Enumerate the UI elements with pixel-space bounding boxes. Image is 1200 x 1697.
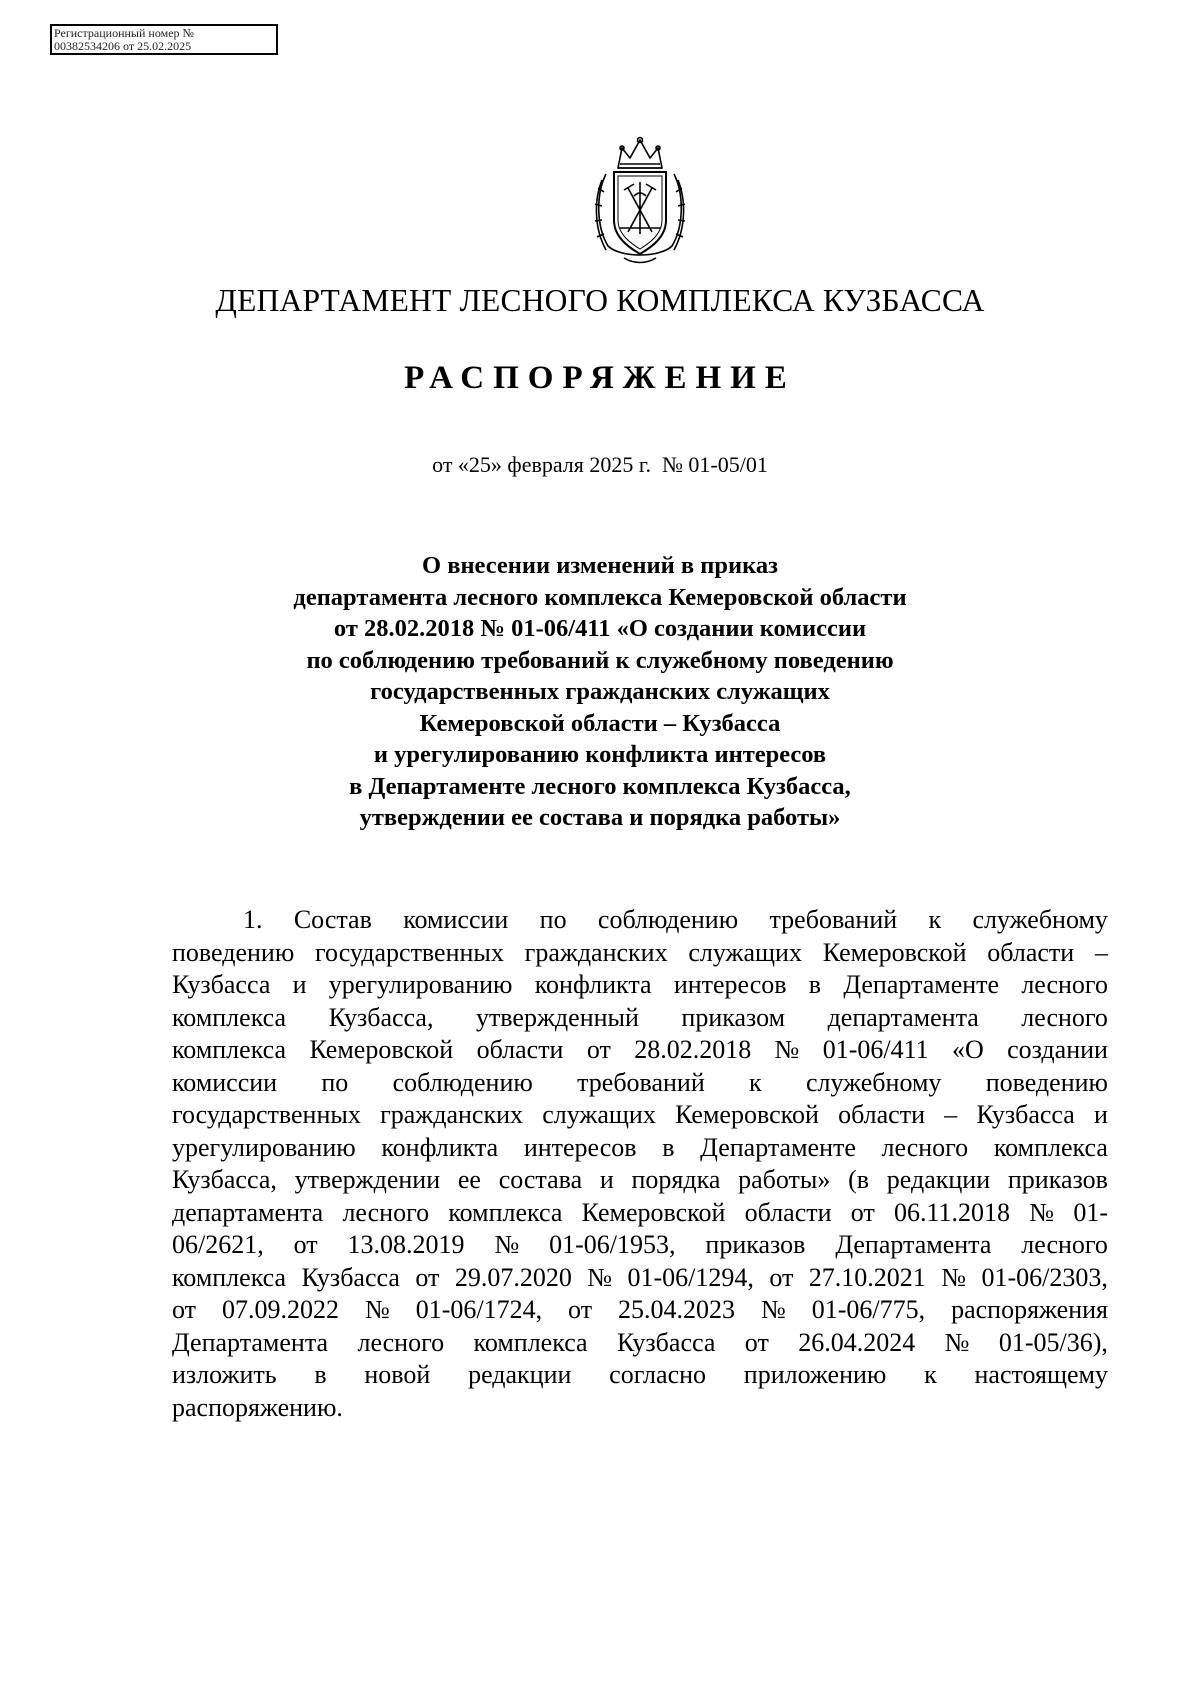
body-word: служащих bbox=[542, 1100, 656, 1129]
body-word: служебному bbox=[805, 1067, 942, 1097]
body-word: урегулированию bbox=[172, 1132, 356, 1162]
body-word: 01-06/411 bbox=[822, 1035, 929, 1064]
title-line: в Департаменте лесного комплекса Кузбасса, bbox=[349, 772, 851, 800]
body-word: комиссии bbox=[403, 905, 509, 934]
body-word: № bbox=[494, 1230, 520, 1259]
body-line-words bbox=[172, 1099, 1108, 1132]
body-word: 26.04.2024 bbox=[798, 1327, 916, 1357]
body-word: (в bbox=[848, 1165, 870, 1194]
body-word: «О bbox=[951, 1035, 984, 1064]
body-word: Состав bbox=[293, 905, 372, 934]
body-word: соблюдению bbox=[392, 1067, 533, 1097]
body-word: от bbox=[568, 1295, 593, 1324]
body-word: государственных bbox=[315, 937, 504, 967]
body-word: Кузбасса bbox=[617, 1327, 716, 1357]
body-word: Департамента bbox=[835, 1230, 992, 1259]
body-word: приказов bbox=[705, 1230, 806, 1259]
body-line-words bbox=[172, 1197, 1108, 1230]
body-word: – bbox=[944, 1100, 958, 1129]
document-type-title: РАСПОРЯЖЕНИЕ bbox=[404, 360, 796, 396]
body-word: Кемеровской bbox=[581, 1197, 726, 1227]
body-line-words bbox=[172, 1034, 1108, 1067]
title-line: от 28.02.2018 № 01-06/411 «О создании комиссии bbox=[333, 615, 867, 642]
document-date-number bbox=[0, 452, 1200, 478]
body-word: в bbox=[808, 970, 822, 999]
body-word: согласно bbox=[609, 1360, 707, 1389]
body-word: редакции bbox=[886, 1165, 991, 1194]
body-line bbox=[172, 1197, 1108, 1230]
registration-number-value: 00382534206 от 25.02.2025 bbox=[54, 39, 192, 53]
body-word: № bbox=[760, 1295, 786, 1324]
body-line bbox=[172, 1327, 1108, 1360]
body-word: утверждении bbox=[294, 1165, 441, 1194]
department-heading: ДЕПАРТАМЕНТ ЛЕСНОГО КОМПЛЕКСА КУЗБАССА bbox=[215, 283, 985, 318]
body-word: 01-06/775, bbox=[811, 1295, 926, 1324]
body-word: Кузбасса, bbox=[172, 1165, 277, 1194]
body-word: Кузбасса bbox=[172, 970, 271, 999]
body-word: поведению bbox=[172, 937, 295, 967]
body-word: состава bbox=[498, 1165, 583, 1194]
body-line-words bbox=[172, 1067, 1108, 1100]
body-word: в bbox=[662, 1132, 675, 1162]
body-word: порядка bbox=[631, 1165, 721, 1194]
body-word: от bbox=[850, 1197, 875, 1227]
body-word: работы» bbox=[738, 1165, 831, 1194]
body-word: требований bbox=[577, 1067, 705, 1097]
body-line bbox=[172, 1099, 1108, 1132]
body-word: государственных bbox=[172, 1100, 361, 1129]
body-word: 06/2621, bbox=[172, 1230, 264, 1259]
body-word: области bbox=[476, 1035, 564, 1064]
body-word: 01- bbox=[1073, 1197, 1108, 1227]
body-word: и bbox=[292, 970, 307, 999]
body-line-words bbox=[172, 937, 1108, 970]
body-line bbox=[172, 1132, 1108, 1165]
body-word: соблюдению bbox=[597, 905, 739, 934]
body-word: 07.09.2022 bbox=[221, 1295, 339, 1324]
registration-stamp bbox=[50, 24, 278, 55]
body-word: от bbox=[586, 1035, 611, 1064]
date-number-text: от «25» февраля 2025 г. № 01-05/01 bbox=[432, 452, 768, 477]
body-word: требований bbox=[769, 905, 898, 934]
body-word: № bbox=[941, 1262, 967, 1292]
body-line-words bbox=[243, 904, 1108, 937]
body-word: 1. bbox=[243, 905, 263, 934]
body-line bbox=[172, 969, 1108, 1002]
body-line-words bbox=[172, 969, 1108, 1002]
body-word: 13.08.2019 bbox=[347, 1230, 465, 1259]
body-word: новой bbox=[364, 1360, 431, 1389]
body-line bbox=[172, 1359, 1108, 1392]
body-word: служебному bbox=[972, 905, 1108, 934]
body-word: Кемеровской bbox=[675, 1100, 819, 1129]
body-line-words bbox=[172, 1294, 1108, 1327]
body-word: к bbox=[924, 1360, 937, 1389]
body-word: 01-05/36), bbox=[998, 1327, 1108, 1357]
body-word: гражданских bbox=[380, 1100, 524, 1129]
body-word: служащих bbox=[688, 937, 802, 967]
body-line-words bbox=[172, 1229, 1108, 1262]
body-word: настоящему bbox=[974, 1360, 1108, 1389]
body-word: по bbox=[539, 905, 567, 934]
body-word: области bbox=[744, 1197, 832, 1227]
title-line: Кемеровской области – Кузбасса bbox=[419, 709, 781, 737]
body-word: Департаменте bbox=[700, 1132, 856, 1162]
body-word: № bbox=[1029, 1197, 1055, 1227]
body-line-words bbox=[172, 1262, 1108, 1295]
body-word: лесного bbox=[342, 1197, 430, 1227]
body-word: комплекса bbox=[473, 1327, 588, 1357]
body-word: Департаменте bbox=[843, 970, 1000, 999]
body-word: 01-06/2303, bbox=[981, 1262, 1108, 1292]
title-line: О внесении изменений в приказ bbox=[422, 552, 778, 579]
body-word: урегулированию bbox=[328, 970, 513, 999]
body-paragraph-1 bbox=[172, 904, 1108, 1424]
body-line bbox=[172, 937, 1108, 970]
body-word: комплекса bbox=[172, 1262, 287, 1292]
body-word: распоряжения bbox=[951, 1295, 1108, 1324]
body-line bbox=[172, 1002, 1108, 1035]
body-word: и bbox=[599, 1165, 614, 1194]
body-word: к bbox=[928, 905, 942, 934]
body-word: приложению bbox=[743, 1360, 887, 1389]
body-line-words bbox=[172, 1327, 1108, 1360]
title-line: и урегулированию конфликта интересов bbox=[373, 741, 827, 768]
body-word: интересов bbox=[673, 970, 787, 999]
body-word: 27.10.2021 bbox=[808, 1262, 926, 1292]
body-line bbox=[172, 1034, 1108, 1067]
body-word: создании bbox=[1007, 1035, 1108, 1064]
body-word: 25.04.2023 bbox=[618, 1295, 736, 1324]
body-line bbox=[172, 1067, 1108, 1100]
body-word: лесного bbox=[1021, 1230, 1108, 1259]
body-word: Департамента bbox=[172, 1327, 329, 1357]
body-word: департамента bbox=[827, 1002, 979, 1032]
body-word: от bbox=[769, 1262, 794, 1292]
body-line-words bbox=[172, 1164, 1108, 1197]
body-word: утвержденный bbox=[475, 1002, 639, 1032]
body-word: поведению bbox=[985, 1067, 1108, 1097]
body-line-words bbox=[172, 1002, 1108, 1035]
body-line-words bbox=[172, 1359, 1108, 1392]
body-line bbox=[172, 904, 1108, 937]
body-word: комплекса bbox=[993, 1132, 1108, 1162]
body-word: комплекса bbox=[448, 1197, 563, 1227]
body-line bbox=[172, 1164, 1108, 1197]
body-word: и bbox=[1094, 1100, 1108, 1129]
body-line-words bbox=[172, 1132, 1108, 1165]
body-line bbox=[172, 1294, 1108, 1327]
body-word: интересов bbox=[523, 1132, 637, 1162]
body-word: в bbox=[314, 1360, 327, 1389]
body-word: – bbox=[1094, 937, 1108, 967]
body-word: лесного bbox=[1021, 1002, 1108, 1032]
body-word: комиссии bbox=[172, 1067, 278, 1097]
registration-number-label: Регистрационный номер № bbox=[54, 26, 194, 40]
body-word: 29.07.2020 bbox=[454, 1262, 572, 1292]
title-line: государственных гражданских служащих bbox=[370, 678, 830, 705]
body-word: 06.11.2018 bbox=[894, 1197, 1011, 1227]
body-word: редакции bbox=[468, 1360, 572, 1389]
body-word: конфликта bbox=[381, 1132, 499, 1162]
body-word: № bbox=[774, 1035, 800, 1064]
body-line: распоряжению. bbox=[172, 1392, 343, 1422]
body-word: лесного bbox=[881, 1132, 969, 1162]
title-line: по соблюдению требований к служебному поведению bbox=[306, 646, 894, 674]
title-line: утверждении ее состава и порядка работы» bbox=[359, 804, 841, 831]
body-word: от bbox=[744, 1327, 769, 1357]
kuzbass-coat-of-arms-icon bbox=[584, 134, 696, 266]
title-line: департамента лесного комплекса Кемеровской области bbox=[293, 583, 907, 611]
body-word: к bbox=[749, 1067, 762, 1097]
body-word: Кузбасса, bbox=[328, 1002, 434, 1032]
body-word: № bbox=[944, 1327, 970, 1357]
body-word: области bbox=[838, 1100, 925, 1129]
body-word: лесного bbox=[357, 1327, 445, 1357]
body-word: гражданских bbox=[524, 937, 668, 967]
body-word: от bbox=[415, 1262, 440, 1292]
body-word: конфликта bbox=[534, 970, 652, 999]
body-word: 01-06/1953, bbox=[549, 1230, 676, 1259]
body-word: по bbox=[321, 1067, 349, 1097]
body-word: Кемеровской bbox=[822, 937, 967, 967]
body-word: комплекса bbox=[172, 1035, 287, 1064]
body-line bbox=[172, 1229, 1108, 1262]
body-word: от bbox=[293, 1230, 318, 1259]
body-line bbox=[172, 1262, 1108, 1295]
body-word: № bbox=[364, 1295, 390, 1324]
body-word: департамента bbox=[172, 1197, 324, 1227]
body-word: 01-06/1724, bbox=[415, 1295, 543, 1324]
body-word: Кузбасса bbox=[976, 1100, 1075, 1129]
body-word: № bbox=[587, 1262, 613, 1292]
body-word: области bbox=[987, 937, 1075, 967]
body-word: от bbox=[172, 1295, 197, 1324]
body-word: приказом bbox=[681, 1002, 786, 1032]
document-subject-title bbox=[0, 550, 1200, 834]
body-word: Кемеровской bbox=[309, 1035, 454, 1064]
body-word: ее bbox=[457, 1165, 481, 1194]
body-word: лесного bbox=[1021, 970, 1108, 999]
body-word: изложить bbox=[172, 1360, 277, 1389]
body-word: 01-06/1294, bbox=[627, 1262, 754, 1292]
body-word: комплекса bbox=[172, 1002, 287, 1032]
body-word: 28.02.2018 bbox=[634, 1035, 752, 1064]
body-word: Кузбасса bbox=[301, 1262, 400, 1292]
body-word: приказов bbox=[1007, 1165, 1108, 1194]
